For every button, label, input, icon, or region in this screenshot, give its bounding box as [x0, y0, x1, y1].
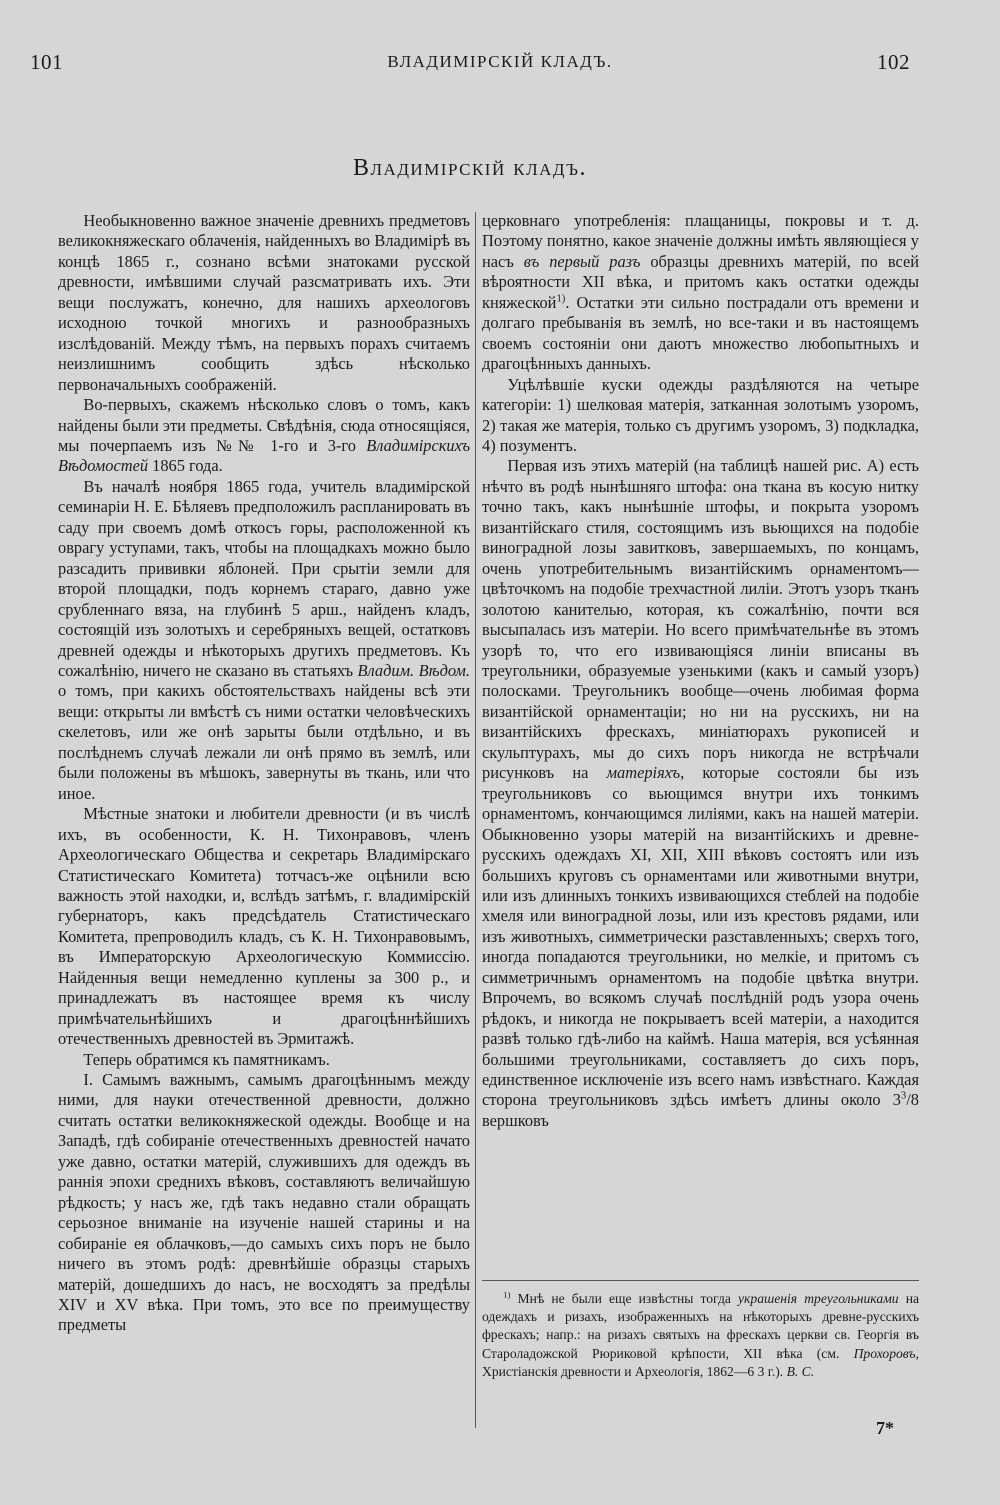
paragraph: Необыкновенно важное значеніе древнихъ предметовъ великокняжескаго облаченія, найденныхъ во Владимірѣ въ концѣ 1865 г., сознано всѣми знатоками русской древности, имѣвшими случай разсматривать ихъ. Эти вещи послужатъ, конечно, для нашихъ археологовъ исходною точкой многихъ и разнообразныхъ изслѣдованій. Между тѣмъ, на первыхъ порахъ считаемъ неизлишнимъ сообщить здѣсь нѣсколько первоначальныхъ соображеній.: [58, 211, 470, 394]
text-run: , которые состояли бы изъ треугольниковъ со вьющимся внутри ихъ тонкимъ орнаментомъ, кончающимся лиліями, какъ на нашей матеріи. Обыкновенно узоры матерій на византійскихъ и древне-русскихъ одеждахъ XI, XII, XIII вѣковъ состоятъ или изъ большихъ круговъ съ орнаментами или животными внутри, или изъ длинныхъ тонкихъ извивающихся стеблей на подобіе хмеля или виноградной лозы, или изъ крестовъ рядами, или изъ животныхъ, симметрически разставленныхъ; сверхъ того, иногда попадаются треугольники, но мелкіе, и притомъ съ симметричнымъ орнаментомъ на подобіе цвѣтка внутри. Впрочемъ, во всякомъ случаѣ послѣдній родъ узора очень рѣдокъ, и никогда не покрываетъ всей матеріи, а находится развѣ только гдѣ-либо на каймѣ. Наша матерія, вся усѣянная большими треугольниками, составляетъ до сихъ поръ, единственное исключеніе изъ всего намъ извѣстнаго. Каждая сторона треугольниковъ здѣсь имѣетъ длины около 3: [482, 763, 919, 1110]
page-number-right: 102: [877, 50, 910, 74]
paragraph: Мѣстные знатоки и любители древности (и въ числѣ ихъ, въ особенности, К. Н. Тихонравовъ, членъ Археологическаго Общества и секретарь Владимірскаго Статистическаго Комитета) тотчасъ-же оцѣнили всю важность этой находки, и, вслѣдъ затѣмъ, г. владимірскій губернаторъ, какъ предсѣдатель Статистическаго Комитета, препроводилъ кладъ, съ К. Н. Тихонравовымъ, въ Императорскую Археологическую Коммиссію. Найденныя вещи немедленно куплены за 300 р., и принадлежатъ въ настоящее время къ числу примѣчательнѣйшихъ и драгоцѣннѣйшихъ отечественныхъ древностей въ Эрмитажѣ.: [58, 804, 470, 1049]
italic-phrase: въ первый разъ: [523, 251, 641, 271]
paragraph: [482, 456, 919, 1131]
italic-word: матеріяхъ: [606, 763, 681, 783]
footnote-signature: В. С.: [786, 1363, 815, 1379]
text-run: церковнаго употребленія: плащаницы, покровы и т. д. Поэтому понятно, какое значеніе должны имѣть являющіеся у насъ: [482, 211, 919, 271]
paragraph: [58, 395, 470, 477]
text-run: , Христіанскія древности и Археологія, 1862—6 3 г.).: [482, 1345, 919, 1379]
text-run: Мнѣ не были еще извѣстны тогда: [510, 1291, 738, 1306]
text-run: . Остатки эти сильно пострадали отъ времени и долгаго пребыванія въ землѣ, но все-таки и въ настоящемъ своемъ состояніи они даютъ множество любопытныхъ и драгоцѣнныхъ данныхъ.: [482, 292, 919, 374]
italic-author: Прохоровъ: [853, 1345, 916, 1361]
italic-title: Владимірскихъ Вѣдомостей: [58, 435, 470, 476]
footnote: [482, 1290, 919, 1381]
italic-phrase: украшенія треугольниками: [738, 1291, 899, 1306]
left-column: [58, 211, 470, 1436]
footnote-mark: 1): [503, 1289, 511, 1300]
text-run: Первая изъ этихъ матерій (на таблицѣ нашей рис. А) есть нѣчто въ родѣ нынѣшняго штофа: она ткана въ косую нитку точно такъ, какъ нынѣшніе штофы, и покрыта узоромъ византійскаго стиля, состоящимъ изъ вьющихся на подобіе виноградной лозы завитковъ, завершаемыхъ, по концамъ, очень употребительнымъ византійскимъ орнаментомъ—цвѣточкомъ на подобіе трехчастной лиліи. Этотъ узоръ тканъ золотою канителью, которая, къ сожалѣнію, почти вся высыпалась изъ матеріи. Но всего примѣчательнѣе въ этомъ узорѣ то, что его извивающіяся линіи вписаны въ треугольники, образуемые узенькими (какъ и самый узоръ) полосками. Треугольникъ вообще—очень любимая форма византійской орнаментаціи; но ни на русскихъ, ни на византійскихъ фрескахъ, миніатюрахъ рукописей и скульптурахъ, мы до сихъ поръ никогда не встрѣчали рисунковъ на: [482, 456, 919, 783]
paragraph: [482, 211, 919, 375]
paragraph: Теперь обратимся къ памятникамъ.: [83, 1049, 330, 1069]
column-divider: [475, 212, 476, 1428]
right-column: [482, 211, 919, 1271]
article-title: Владимірскій кладъ.: [353, 155, 587, 181]
text-run: вершковъ: [482, 1110, 549, 1130]
footnote-reference[interactable]: 1): [556, 293, 566, 305]
fraction-denominator: /8: [906, 1090, 919, 1110]
fraction-numerator: 3: [900, 1091, 907, 1103]
footnote-text: [482, 1290, 919, 1381]
text-run: 1865 года.: [148, 456, 223, 476]
italic-title: Владим. Вѣдом.: [357, 660, 470, 680]
running-head: [30, 50, 970, 80]
paragraph: [58, 477, 470, 804]
text-run: о томъ, при какихъ обстоятельствахъ найдены всѣ эти вещи: открыты ли вмѣстѣ съ ними остатки человѣческихъ скелетовъ, или же онѣ зарыты были отдѣльно, и въ послѣднемъ случаѣ лежали ли онѣ прямо въ землѣ, или были положены въ мѣшокъ, завернуты въ ткань, или что иное.: [58, 681, 470, 803]
footnote-rule: [482, 1280, 919, 1281]
page-number-left: 101: [30, 50, 63, 74]
text-run: на одеждахъ и ризахъ, изображенныхъ на нѣкоторыхъ древне-русскихъ фрескахъ; напр.: на ризахъ святыхъ на фрескахъ церкви св. Георгія въ Староладожской Рюриковой крѣпости, XII вѣка (см.: [482, 1291, 920, 1361]
text-run: образцы древнихъ матерій, по всей вѣроятности XII вѣка, и притомъ какъ остатки одежды княжеской: [482, 251, 919, 312]
paragraph: I. Самымъ важнымъ, самымъ драгоцѣннымъ между ними, для науки отечественной древности, должно считать остатки великокняжеской одежды. Вообще и на Западѣ, гдѣ собираніе отечественныхъ древностей начато уже давно, остатки матерій, служившихъ для одеждъ въ раннія эпохи среднихъ вѣковъ, составляютъ величайшую рѣдкость; у насъ же, гдѣ такъ недавно стали обращать серьозное вниманіе на изученіе нашей старины и на собираніе ея облачковъ,—до самыхъ сихъ поръ не было ничего въ этомъ родѣ: древнѣйшіе образцы старыхъ матерій, дошедшихъ до насъ, не восходятъ за предѣлы XIV и XV вѣка. При томъ, это все по преимуществу предметы: [58, 1070, 470, 1335]
text-run: Во-первыхъ, скажемъ нѣсколько словъ о томъ, какъ найдены были эти предметы. Свѣдѣнія, сюда относящіяся, мы почерпаемъ изъ №№ 1-го и 3-го: [58, 395, 470, 455]
text-run: Въ началѣ ноября 1865 года, учитель владимірской семинаріи Н. Е. Бѣляевъ предположилъ распланировать въ саду при своемъ домѣ откосъ горы, расположенной къ оврагу уступами, такъ, чтобы на площадкахъ можно было разсадить прививки яблоней. При срытіи земли для второй площадки, подъ корнемъ стараго, давно уже срубленнаго вяза, на глубинѣ 5 арш., найденъ кладъ, состоящій изъ золотыхъ и серебряныхъ вещей, остатковъ древней одежды и нѣкоторыхъ другихъ предметовъ. Къ сожалѣнію, ничего не сказано въ статьяхъ: [58, 476, 470, 680]
signature-mark: 7*: [876, 1418, 894, 1438]
paragraph: Уцѣлѣвшіе куски одежды раздѣляются на четыре категоріи: 1) шелковая матерія, затканная золотымъ узоромъ, 2) такая же матерія, только съ другимъ узоромъ, 3) подкладка, 4) позументъ.: [482, 374, 919, 455]
running-title: ВЛАДИМІРСКІЙ КЛАДЪ.: [387, 52, 613, 71]
